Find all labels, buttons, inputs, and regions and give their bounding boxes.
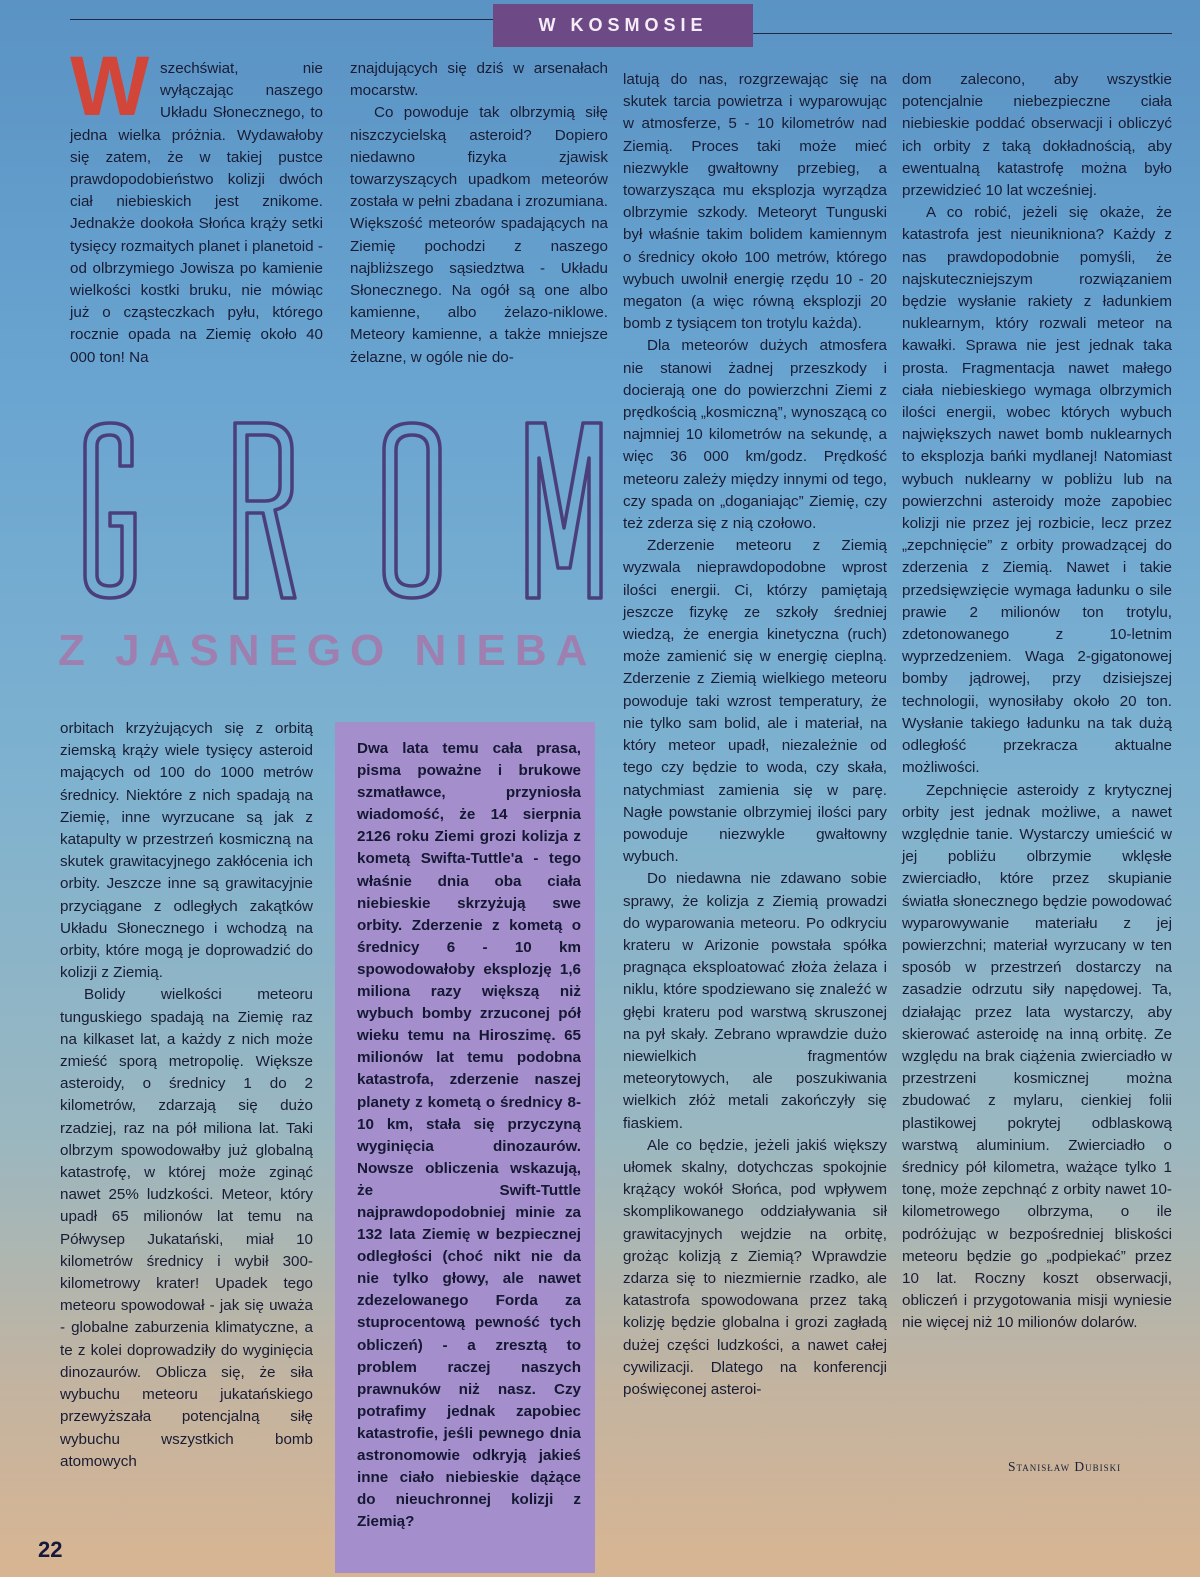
header-rule-right	[752, 33, 1172, 34]
column-3	[623, 69, 887, 1401]
headline-letters	[77, 418, 607, 603]
paragraph: A co robić, jeżeli się okaże, że katastrofa jest nieunikniona? Każdy z nas prawdopodobnie pomyśli, że najskuteczniejszym rozwiązaniem będzie wysłanie rakiety z ładunkiem nuklearnym, który rozwali meteor na kawałki. Sprawa nie jest jednak taka prosta. Fragmentacja nawet małego ciała niebieskiego wymaga olbrzymich ilości energii, wobec których wybuch największych nawet bomb nuklearnych to eksplozja bańki mydlanej! Natomiast wybuch nuklearny w pobliżu lub na powierzchni asteroidy może zapobiec kolizji nie przez jej rozbicie, lecz przez „zepchnięcie” z orbity prowadzącej do zderzenia z Ziemią. Nawet i takie przedsięwzięcie wymaga ładunku o sile prawie 2 milionów ton trotylu, zdetonowanego z 10-letnim wyprzedzeniem. Waga 2-gigatonowej bomby jądrowej, przy dzisiejszej technologii, wynosiłaby około 20 ton. Wysłanie takiego ładunku na tak dużą odległość przekracza aktualne możliwości.	[902, 204, 1172, 777]
headline-letter-g	[85, 423, 135, 598]
intro-text: szechświat, nie wyłączając naszego Układu Słonecznego, to jedna wielka próżnia. Wydawałoby się zatem, że w takiej pustce prawdopodobieństwo kolizji dwóch ciał niebieskich jest znikome. Jednakże dookoła Słońca krąży setki tysięcy rozmaitych planet i planetoid - od olbrzymiego Jowisza po kamienie wielkości kostki bruku, nie mówiąc już o cząsteczkach pyłu, którego rocznie opada na Ziemię około 40 000 ton! Na	[70, 60, 323, 366]
column-2-top	[350, 58, 608, 369]
paragraph: Bolidy wielkości meteoru tunguskiego spadają na Ziemię raz na kilkaset lat, a każdy z nich może zmieść sporą metropolię. Większe asteroidy, o średnicy 1 do 2 kilometrów, zdarzają się dużo rzadziej, raz na pół miliona lat. Taki olbrzym spowodowałby już globalną katastrofę, w której może zginąć nawet 25% ludzkości. Meteor, który upadł 65 milionów lat temu na Półwysep Jukatański, miał 10 kilometrów średnicy i wybił 300-kilometrowy krater! Upadek tego meteoru spowodował - jak się uważa - globalne zaburzenia klimatyczne, a te z kolei doprowadziły do wyginięcia dinozaurów. Oblicza się, że siła wybuchu meteoru jukatańskiego przewyższała potencjalną siłę wybuchu wszystkich bomb atomowych	[60, 986, 313, 1470]
paragraph: Co powoduje tak olbrzymią siłę niszczycielską asteroid? Dopiero niedawno fizyka zjawisk towarzyszących upadkom meteorów została w pełni zbadana i zrozumiana. Większość meteorów spadających na Ziemię pochodzi z naszego najbliższego sąsiedztwa - Układu Słonecznego. Na ogół są one albo kamienne, albo żelazo-niklowe. Meteory kamienne, a także mniejsze żelazne, w ogóle nie do-	[350, 104, 608, 366]
paragraph: Zderzenie meteoru z Ziemią wyzwala nieprawdopodobne wprost ilości energii. Ci, którzy pamiętają jeszcze fizykę ze szkoły średniej wiedzą, że energia kinetyczna (ruch) może zamienić się w energię cieplną. Zderzenie z Ziemią wielkiego meteoru powoduje taki wzrost temperatury, że nie tylko sam bolid, ale i materiał, na który meteor upadł, niezależnie od tego czy będzie to woda, czy skała, natychmiast zamienia się w parę. Nagłe powstanie olbrzymiej ilości pary powoduje niezwykle gwałtowny wybuch.	[623, 537, 887, 866]
paragraph: latują do nas, rozgrzewając się na skutek tarcia powietrza i wyparowując w atmosferze, 5 - 10 kilometrów nad Ziemią. Proces taki może mieć niezwykle gwałtowny przebieg, a towarzysząca mu eksplozja wyrządza olbrzymie szkody. Meteoryt Tunguski był właśnie takim bolidem kamiennym o średnicy około 100 metrów, którego wybuch uwolnił energię rzędu 10 - 20 megaton (a więc równą eksplozji 20 bomb z tysiącem ton trotylu każda).	[623, 71, 887, 333]
section-tag: W KOSMOSIE	[493, 4, 753, 47]
page-number: 22	[38, 1537, 63, 1562]
sidebar-text: Dwa lata temu cała prasa, pisma poważne i brukowe szmatławce, przyniosła wiadomość, że 14 sierpnia 2126 roku Ziemi grozi kolizja z kometą Swifta-Tuttle'a - tego właśnie dnia oba ciała niebieskie skrzyżują swe orbity. Zderzenie z kometą o średnicy 6 - 10 km spowodowałoby eksplozję 1,6 miliona razy większą niż wybuch bomby zrzuconej pół wieku temu na Hiroszimę. 65 milionów lat temu podobna katastrofa, zderzenie naszej planety z kometą o średnicy 8-10 km, stała się przyczyną wyginięcia dinozaurów. Nowsze obliczenia wskazują, że Swift-Tuttle najprawdopodobniej minie za 132 lata Ziemię w bezpiecznej odległości (choć nikt nie da nie tylko głowy, ale nawet zdezelowanego Forda za stuprocentową pewność tych obliczeń) - a zresztą to problem raczej naszych prawnuków niż nasz. Czy potrafimy jednak zapobiec katastrofie, jeśli pewnego dnia astronomowie odkryją jakieś inne ciało niebieskie dążące do nieuchronnej kolizji z Ziemią?	[357, 740, 581, 1531]
author-byline: Stanisław Dubiski	[1008, 1459, 1122, 1474]
headline-text: GROM	[77, 418, 81, 419]
header-rule-left	[70, 19, 493, 20]
paragraph: Do niedawna nie zdawano sobie sprawy, że kolizja z Ziemią prowadzi do wyparowania meteoru. Po odkryciu krateru w Arizonie powstała spółka pragnąca eksploatować złoża żelaza i niklu, które spodziewano się znaleźć w głębi krateru pod warstwą skruszonej na pył skały. Zebrano wprawdzie dużo niewielkich fragmentów meteorytowych, ale poszukiwania wielkich złóż metali zakończyły się fiaskiem.	[623, 870, 887, 1132]
headline-letter-m	[527, 423, 601, 598]
paragraph: znajdujących się dziś w arsenałach mocarstw.	[350, 60, 608, 100]
intro-paragraph	[70, 39, 323, 369]
subtitle: Z JASNEGO NIEBA	[58, 626, 597, 675]
column-1-intro	[70, 39, 323, 369]
paragraph: Zepchnięcie asteroidy z krytycznej orbity jest jednak możliwe, a nawet względnie tanie. Wystarczy umieścić w jej pobliżu olbrzymie wklęsłe zwierciadło, które przez skupianie światła słonecznego będzie powodować wyparowywanie materiału z jej powierzchni; materiał wyrzucany w ten sposób w przestrzeń dostarczy na zasadzie odrzutu siły napędowej. Ta, działając przez lata wystarczy, aby skierować asteroidę na inną orbitę. Ze względu na brak ciążenia zwierciadło w przestrzeni kosmicznej można zbudować z mylaru, cienkiej folii plastikowej pokrytej odblaskową warstwą aluminium. Zwierciadło o średnicy pół kilometra, ważące tylko 1 tonę, może zepchnąć z orbity nawet 10-kilometrowego olbrzyma, o ile podróżując w bezpośredniej bliskości meteoru będzie go „podpiekać” przez 10 lat. Roczny koszt obserwacji, obliczeń i przygotowania misji wyniesie nie więcej niż 10 milionów dolarów.	[902, 781, 1172, 1332]
paragraph: Dla meteorów dużych atmosfera nie stanowi żadnej przeszkody i docierają one do powierzchni Ziemi z prędkością „kosmiczną”, wynoszącą co najmniej 10 kilometrów na sekundę, a więc 36 000 km/godz. Prędkość meteoru zależy między innymi od tego, czy spada on „doganiając” Ziemię, czy też zderza się z nią czołowo.	[623, 337, 887, 533]
paragraph: orbitach krzyżujących się z orbitą ziemską krąży wiele tysięcy asteroid mających od 100 do 1000 metrów średnicy. Niektóre z nich spadają na Ziemię, inne wyrzucane są jak z katapulty w przestrzeń kosmiczną na skutek grawitacyjnego zakłócenia ich orbity. Jeszcze inne są grawitacyjnie przyciągane z odległych zakątków Układu Słonecznego i wchodzą na orbity, które mogą je doprowadzić do kolizji z Ziemią.	[60, 720, 313, 982]
column-1-bottom	[60, 718, 313, 1473]
paragraph: Ale co będzie, jeżeli jakiś większy ułomek skalny, dotychczas spokojnie krążący wokół Słońca, pod wpływem skomplikowanego oddziaływania sił grawitacyjnych wejdzie na orbitę, grożąc kolizją z Ziemią? Wprawdzie zdarza się to niezmiernie rzadko, ale katastrofa spowodowana przez taką kolizję będzie globalna i grozi zagładą dużej części ludzkości, a nawet całej cywilizacji. Dlatego na konferencji poświęconej asteroi-	[623, 1136, 887, 1398]
paragraph: dom zalecono, aby wszystkie potencjalnie niebezpieczne ciała niebieskie poddać obserwacji i obliczyć ich orbity z taką dokładnością, aby ewentualną katastrofę można było przewidzieć 10 lat wcześniej.	[902, 71, 1172, 200]
headline-grom	[77, 418, 607, 603]
headline-letter-r	[235, 423, 295, 598]
drop-cap: W	[70, 39, 150, 133]
column-4	[902, 69, 1172, 1335]
headline-letter-o	[384, 423, 440, 598]
sidebar-box	[335, 722, 595, 1573]
